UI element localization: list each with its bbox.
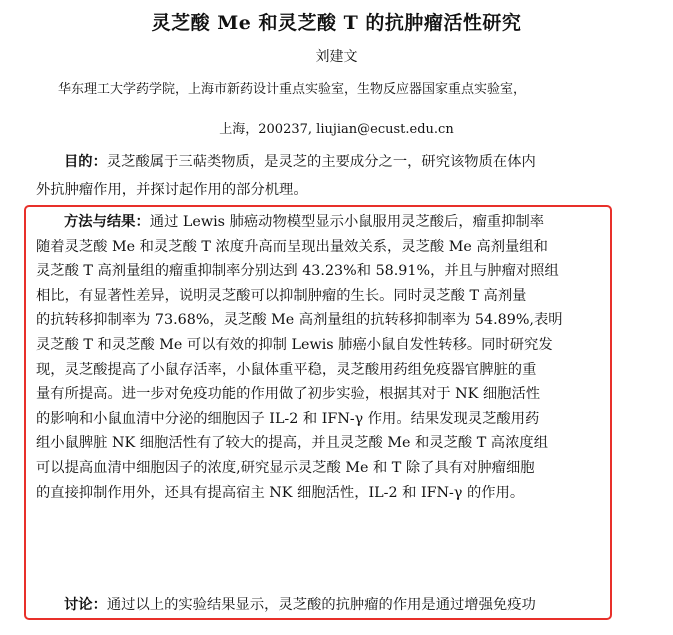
methods-line: 的影响和小鼠血清中分泌的细胞因子 IL-2 和 IFN-γ 作用。结果发现灵芝酸用药 xyxy=(36,410,540,427)
discussion-line xyxy=(36,593,616,618)
purpose-paragraph xyxy=(36,148,616,204)
purpose-line xyxy=(36,148,616,176)
methods-line xyxy=(36,210,616,235)
methods-line: 量有所提高。进一步对免疫功能的作用做了初步实验，根据其对于 NK 细胞活性 xyxy=(36,386,541,403)
author-name: 刘建文 xyxy=(315,49,358,65)
purpose-lead: 目的： xyxy=(64,154,107,170)
purpose-line: 外抗肿瘤作用，并探讨起作用的部分机理。 xyxy=(36,182,308,198)
methods-results-paragraph xyxy=(36,210,616,505)
methods-line: 相比，有显著性差异，说明灵芝酸可以抑制肿瘤的生长。同时灵芝酸 T 高剂量 xyxy=(36,287,527,304)
methods-line: 灵芝酸 T 和灵芝酸 Me 可以有效的抑制 Lewis 肺癌小鼠自发性转移。同时研究发 xyxy=(36,336,553,353)
methods-line: 现，灵芝酸提高了小鼠存活率，小鼠体重平稳，灵芝酸用药组免疫器官脾脏的重 xyxy=(36,361,537,378)
methods-text: 通过 Lewis 肺癌动物模型显示小鼠服用灵芝酸后，瘤重抑制率 xyxy=(149,214,545,230)
discussion-text: 通过以上的实验结果显示，灵芝酸的抗肿瘤的作用是通过增强免疫功 xyxy=(106,597,536,613)
discussion-lead: 讨论： xyxy=(64,597,107,613)
discussion-paragraph xyxy=(36,593,616,618)
purpose-text: 灵芝酸属于三萜类物质，是灵芝的主要成分之一，研究该物质在体内 xyxy=(106,154,536,170)
affiliation-line-2: 上海，200237, liujian@ecust.edu.cn xyxy=(219,122,454,137)
methods-line: 的抗转移抑制率为 73.68%，灵芝酸 Me 高剂量组的抗转移抑制率为 54.89%,表明 xyxy=(36,312,563,329)
affiliation-line-1: 华东理工大学药学院，上海市新药设计重点实验室，生物反应器国家重点实验室， xyxy=(58,82,527,97)
methods-line: 的直接抑制作用外，还具有提高宿主 NK 细胞活性，IL-2 和 IFN-γ 的作用。 xyxy=(36,484,525,501)
methods-line: 可以提高血清中细胞因子的浓度,研究显示灵芝酸 Me 和 T 除了具有对肿瘤细胞 xyxy=(36,459,535,476)
paper-title: 灵芝酸 Me 和灵芝酸 T 的抗肿瘤活性研究 xyxy=(151,12,522,34)
methods-line: 随着灵芝酸 Me 和灵芝酸 T 浓度升高而呈现出量效关系，灵芝酸 Me 高剂量组和 xyxy=(36,238,548,255)
methods-line: 灵芝酸 T 高剂量组的瘤重抑制率分别达到 43.23%和 58.91%，并且与肿瘤对照组 xyxy=(36,263,559,280)
methods-line: 组小鼠脾脏 NK 细胞活性有了较大的提高，并且灵芝酸 Me 和灵芝酸 T 高浓度组 xyxy=(36,435,548,452)
methods-lead: 方法与结果： xyxy=(64,214,150,230)
